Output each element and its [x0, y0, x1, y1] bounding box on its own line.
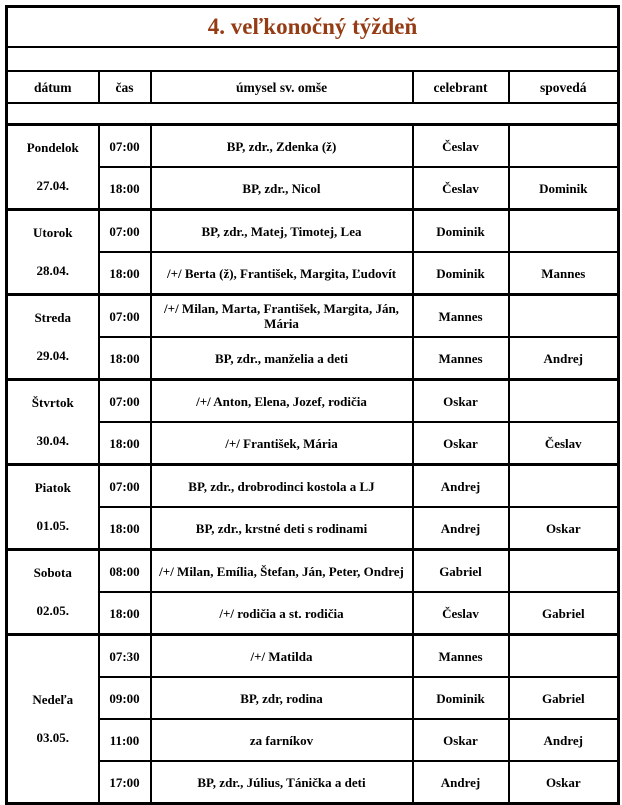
spacer-cell — [7, 47, 619, 71]
column-header-date: dátum — [7, 71, 99, 103]
column-header-row — [7, 71, 619, 103]
date-cell-saturday — [7, 550, 99, 635]
mass-time: 18:00 — [99, 592, 151, 635]
mass-row — [7, 125, 619, 168]
mass-confessor: Dominik — [509, 167, 619, 210]
mass-intention: BP, zdr., Nicol — [151, 167, 413, 210]
mass-confessor — [509, 210, 619, 253]
mass-time: 07:00 — [99, 295, 151, 338]
mass-row — [7, 677, 619, 719]
mass-confessor — [509, 465, 619, 508]
mass-celebrant: Andrej — [413, 465, 509, 508]
date-cell-monday — [7, 125, 99, 210]
mass-celebrant: Oskar — [413, 422, 509, 465]
day-name: Sobota — [33, 565, 72, 580]
day-name: Pondelok — [26, 140, 79, 155]
mass-intention: /+/ Anton, Elena, Jozef, rodičia — [151, 380, 413, 423]
mass-confessor: Česlav — [509, 422, 619, 465]
mass-intention: /+/ Matilda — [151, 635, 413, 678]
mass-confessor — [509, 550, 619, 593]
mass-row — [7, 210, 619, 253]
mass-confessor: Andrej — [509, 719, 619, 761]
column-header-celebrant: celebrant — [413, 71, 509, 103]
mass-celebrant: Česlav — [413, 592, 509, 635]
spacer-row — [7, 103, 619, 125]
mass-celebrant: Andrej — [413, 507, 509, 550]
mass-intention: /+/ rodičia a st. rodičia — [151, 592, 413, 635]
mass-time: 07:00 — [99, 465, 151, 508]
mass-celebrant: Dominik — [413, 252, 509, 295]
mass-celebrant: Andrej — [413, 761, 509, 804]
mass-intention: BP, zdr., drobrodinci kostola a LJ — [151, 465, 413, 508]
mass-time: 09:00 — [99, 677, 151, 719]
mass-intention: BP, zdr., Matej, Timotej, Lea — [151, 210, 413, 253]
document-title: 4. veľkonočný týždeň — [7, 7, 619, 48]
mass-celebrant: Oskar — [413, 719, 509, 761]
date-cell-thursday — [7, 380, 99, 465]
mass-intention: /+/ Berta (ž), František, Margita, Ľudovít — [151, 252, 413, 295]
date-cell-friday — [7, 465, 99, 550]
mass-confessor — [509, 295, 619, 338]
mass-time: 18:00 — [99, 337, 151, 380]
mass-row — [7, 252, 619, 295]
day-name: Piatok — [34, 480, 71, 495]
day-date: 02.05. — [36, 603, 69, 618]
mass-intention: za farníkov — [151, 719, 413, 761]
mass-time: 07:00 — [99, 380, 151, 423]
mass-intention: /+/ Milan, Marta, František, Margita, Ján, Mária — [151, 295, 413, 338]
mass-intention: BP, zdr, rodina — [151, 677, 413, 719]
day-name: Utorok — [33, 225, 73, 240]
day-name: Streda — [34, 310, 72, 325]
mass-row — [7, 167, 619, 210]
mass-time: 17:00 — [99, 761, 151, 804]
mass-time: 07:00 — [99, 210, 151, 253]
mass-row — [7, 422, 619, 465]
mass-row — [7, 550, 619, 593]
mass-confessor: Oskar — [509, 507, 619, 550]
mass-celebrant: Mannes — [413, 295, 509, 338]
mass-confessor — [509, 635, 619, 678]
day-date: 27.04. — [36, 178, 69, 193]
day-date: 03.05. — [36, 730, 69, 745]
mass-confessor: Oskar — [509, 761, 619, 804]
mass-celebrant: Mannes — [413, 635, 509, 678]
mass-time: 11:00 — [99, 719, 151, 761]
mass-row — [7, 295, 619, 338]
mass-celebrant: Dominik — [413, 677, 509, 719]
mass-confessor: Gabriel — [509, 677, 619, 719]
mass-time: 18:00 — [99, 252, 151, 295]
mass-intention: BP, zdr., manželia a deti — [151, 337, 413, 380]
mass-intention: BP, zdr., Július, Tánička a deti — [151, 761, 413, 804]
mass-time: 18:00 — [99, 507, 151, 550]
mass-confessor: Mannes — [509, 252, 619, 295]
column-header-intention: úmysel sv. omše — [151, 71, 413, 103]
day-date: 30.04. — [36, 433, 69, 448]
mass-time: 18:00 — [99, 422, 151, 465]
column-header-confessor: spovedá — [509, 71, 619, 103]
mass-intention: /+/ František, Mária — [151, 422, 413, 465]
mass-celebrant: Dominik — [413, 210, 509, 253]
mass-celebrant: Mannes — [413, 337, 509, 380]
mass-row — [7, 380, 619, 423]
day-name: Nedeľa — [32, 692, 74, 707]
mass-time: 18:00 — [99, 167, 151, 210]
date-cell-wednesday — [7, 295, 99, 380]
mass-confessor — [509, 380, 619, 423]
mass-intention: BP, zdr., Zdenka (ž) — [151, 125, 413, 168]
mass-schedule-table — [5, 5, 620, 805]
date-cell-tuesday — [7, 210, 99, 295]
mass-row — [7, 719, 619, 761]
mass-row — [7, 635, 619, 678]
mass-row — [7, 592, 619, 635]
mass-confessor: Gabriel — [509, 592, 619, 635]
day-date: 29.04. — [36, 348, 69, 363]
mass-confessor: Andrej — [509, 337, 619, 380]
date-cell-sunday — [7, 635, 99, 804]
mass-row — [7, 337, 619, 380]
spacer-row — [7, 47, 619, 71]
mass-row — [7, 465, 619, 508]
mass-time: 08:00 — [99, 550, 151, 593]
column-header-time: čas — [99, 71, 151, 103]
day-name: Štvrtok — [31, 395, 74, 410]
mass-time: 07:30 — [99, 635, 151, 678]
mass-celebrant: Česlav — [413, 167, 509, 210]
mass-celebrant: Oskar — [413, 380, 509, 423]
mass-celebrant: Gabriel — [413, 550, 509, 593]
title-row — [7, 7, 619, 48]
day-date: 28.04. — [36, 263, 69, 278]
mass-intention: BP, zdr., krstné deti s rodinami — [151, 507, 413, 550]
mass-time: 07:00 — [99, 125, 151, 168]
mass-row — [7, 761, 619, 804]
mass-intention: /+/ Milan, Emília, Štefan, Ján, Peter, Ondrej — [151, 550, 413, 593]
mass-confessor — [509, 125, 619, 168]
mass-row — [7, 507, 619, 550]
day-date: 01.05. — [36, 518, 69, 533]
spacer-cell — [7, 103, 619, 125]
mass-celebrant: Česlav — [413, 125, 509, 168]
